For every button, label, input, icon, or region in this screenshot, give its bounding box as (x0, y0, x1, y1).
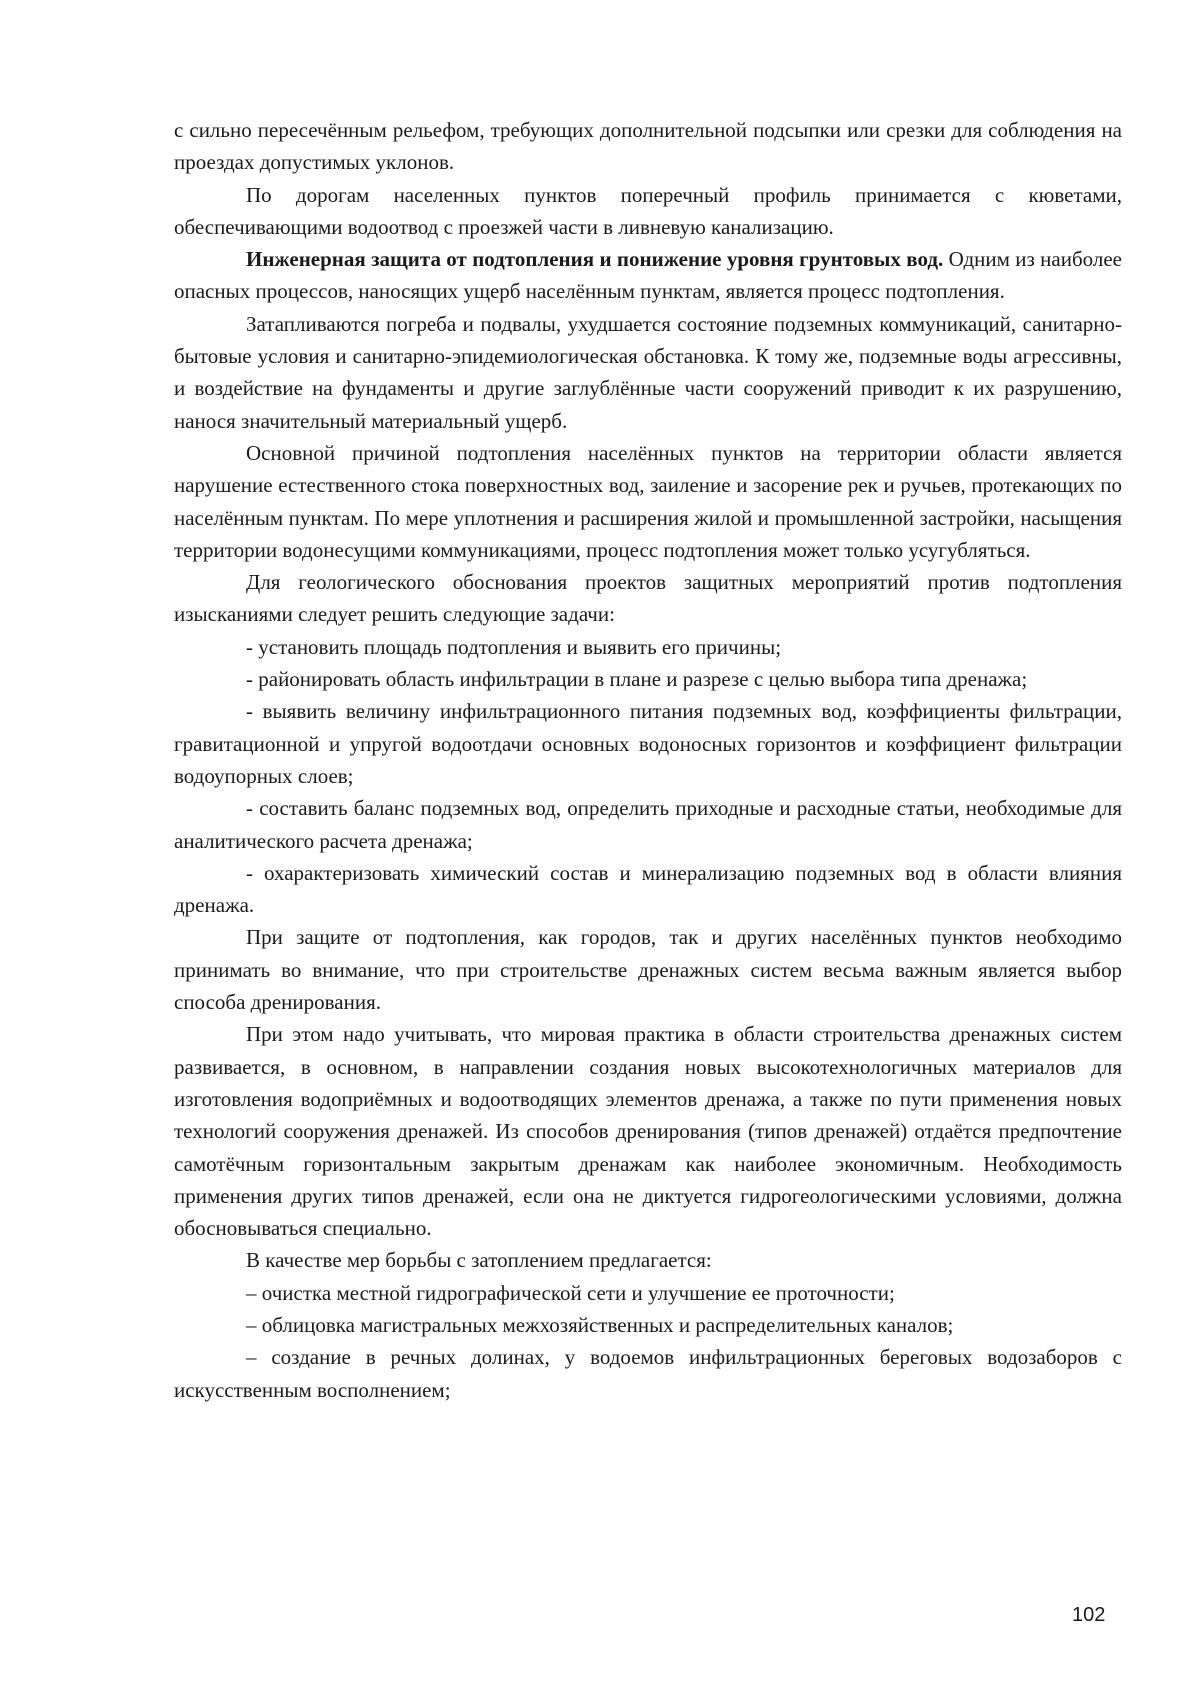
list-item: – создание в речных долинах, у водоемов инфильтрационных береговых водозаборов с искусственным восполнением; (174, 1345, 1122, 1402)
paragraph: В качестве мер борьбы с затоплением предлагается: (246, 1248, 712, 1273)
paragraph: При этом надо учитывать, что мировая практика в области строительства дренажных систем развивается, в основном, в направлении создания новых высокотехнологичных материалов для изготовления водоприёмных и водоотводящих элементов дренажа, а также по пути применения новых технологий сооружения дренажей. Из способов дренирования (типов дренажей) отдаётся предпочтение самотёчным горизонтальным закрытым дренажам как наиболее экономичным. Необходимость применения других типов дренажей, если она не диктуется гидрогеологическими условиями, должна обосновываться специально. (174, 1022, 1122, 1241)
paragraph: с сильно пересечённым рельефом, требующих дополнительной подсыпки или срезки для соблюдения на проездах допустимых уклонов. (174, 118, 1122, 175)
paragraph: Основной причиной подтопления населённых пунктов на территории области является нарушение естественного стока поверхностных вод, заиление и засорение рек и ручьев, протекающих по населённым пунктам. По мере уплотнения и расширения жилой и промышленной застройки, насыщения территории водонесущими коммуникациями, процесс подтопления может только усугубляться. (174, 440, 1122, 562)
paragraph-text: Одним из наиболее опасных процессов, наносящих ущерб населённым пунктам, является процесс подтопления. (174, 247, 1122, 304)
page-number: 102 (1072, 1604, 1106, 1626)
paragraph-with-heading (174, 243, 1122, 308)
list-item: – очистка местной гидрографической сети и улучшение ее проточности; (246, 1280, 895, 1305)
list-item: - районировать область инфильтрации в плане и разрезе с целью выбора типа дренажа; (246, 667, 1028, 692)
document-body (174, 114, 1122, 1406)
list-item: - охарактеризовать химический состав и минерализацию подземных вод в области влияния дренажа. (174, 860, 1122, 918)
paragraph: При защите от подтопления, как городов, так и других населённых пунктов необходимо принимать во внимание, что при строительстве дренажных систем весьма важным является выбор способа дренирования. (174, 925, 1122, 1015)
section-heading: Инженерная защита от подтопления и понижение уровня грунтовых вод. (246, 247, 944, 272)
list-item: – облицовка магистральных межхозяйственных и распределительных каналов; (246, 1312, 954, 1337)
paragraph: По дорогам населенных пунктов поперечный профиль принимается с кюветами, обеспечивающими водоотвод с проезжей части в ливневую канализацию. (174, 182, 1122, 239)
paragraph: Для геологического обоснования проектов защитных мероприятий против подтопления изысканиями следует решить следующие задачи: (174, 570, 1122, 627)
list-item: - выявить величину инфильтрационного питания подземных вод, коэффициенты фильтрации, гравитационной и упругой водоотдачи основных водоносных горизонтов и коэффициент фильтрации водоупорных слоев; (174, 699, 1122, 788)
list-item: - установить площадь подтопления и выявить его причины; (246, 634, 782, 659)
paragraph: Затапливаются погреба и подвалы, ухудшается состояние подземных коммуникаций, санитарно-бытовые условия и санитарно-эпидемиологическая обстановка. К тому же, подземные воды агрессивны, и воздействие на фундаменты и другие заглублённые части сооружений приводит к их разрушению, нанося значительный материальный ущерб. (174, 311, 1122, 433)
list-item: - составить баланс подземных вод, определить приходные и расходные статьи, необходимые для аналитического расчета дренажа; (174, 796, 1122, 853)
